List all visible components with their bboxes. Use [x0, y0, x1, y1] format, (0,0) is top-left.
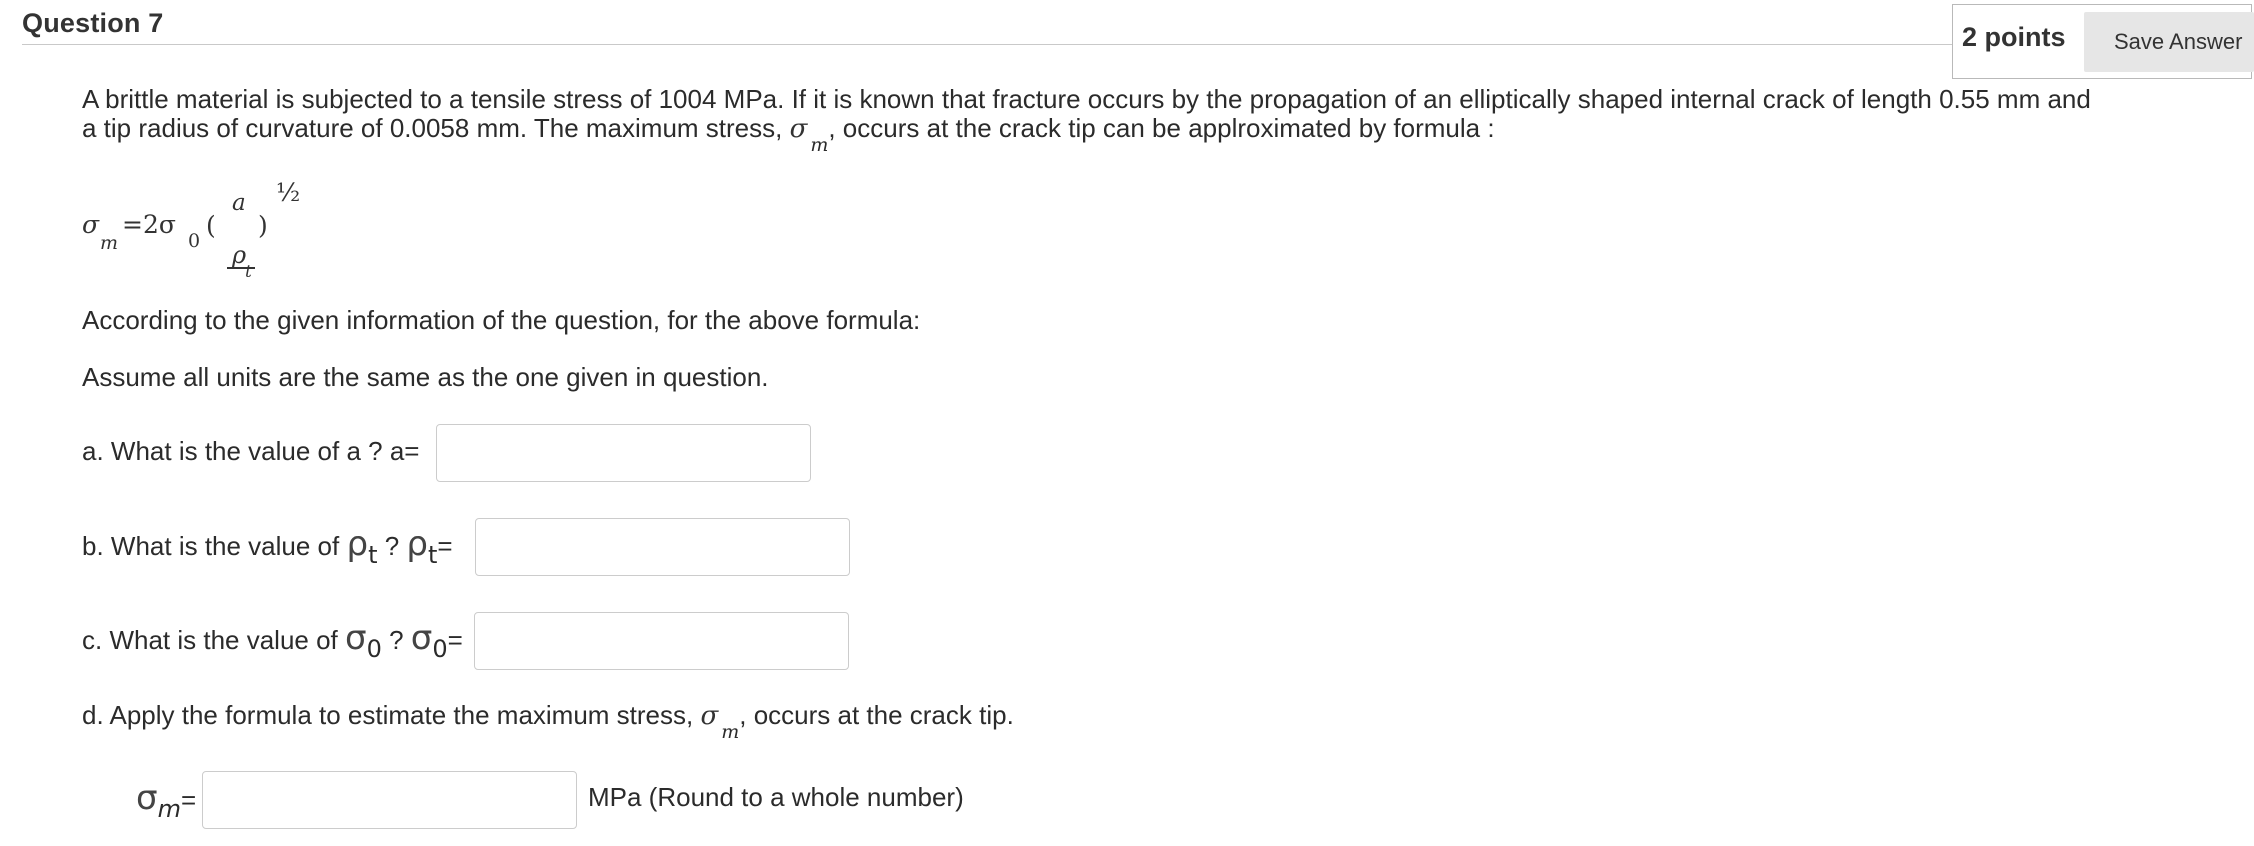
formula-open-paren: (: [206, 211, 216, 240]
rho-subscript-2: t: [428, 541, 438, 569]
formula-denominator: ρ: [232, 241, 247, 269]
unit-note: MPa (Round to a whole number): [588, 782, 964, 812]
part-c-text: c. What is the value of: [82, 625, 346, 655]
sigma0-value-input[interactable]: [474, 612, 849, 670]
formula-sigma-subscript: m: [100, 232, 119, 254]
question-line-2: [82, 113, 1495, 156]
rho-symbol: ρ: [346, 524, 369, 564]
part-d-post: , occurs at the crack tip.: [739, 700, 1014, 730]
formula-close-paren: ): [258, 211, 268, 240]
formula-sigma: σ: [82, 210, 100, 239]
part-b-text: b. What is the value of: [82, 531, 347, 561]
question-line-1: A brittle material is subjected to a tensile stress of 1004 MPa. If it is known that fracture occurs by the propagation of an elliptically shaped internal crack of length 0.55 mm and: [82, 84, 2091, 114]
stress-formula: [82, 170, 342, 290]
sigma-m-answer-subscript: m: [157, 795, 181, 823]
sigma-m-subscript: m: [721, 721, 740, 743]
points-label: 2 points: [1962, 22, 2066, 52]
formula-numerator: a: [232, 190, 246, 216]
title-divider: [22, 44, 1952, 45]
sigma0-symbol-2: σ: [410, 618, 433, 658]
formula-denominator-subscript: t: [245, 262, 252, 282]
save-answer-button[interactable]: Save Answer: [2084, 12, 2254, 72]
part-c-label: [82, 618, 463, 663]
sigma-m-answer-symbol: σ: [136, 778, 158, 818]
sigma-subscript: m: [810, 134, 829, 156]
part-d-label: [82, 700, 1014, 743]
sigma0-symbol: σ: [345, 618, 367, 658]
sigma-m-answer-equals: =: [180, 785, 197, 815]
part-b-question-mark: ?: [377, 531, 407, 561]
sigma0-subscript: 0: [366, 635, 382, 663]
part-a-label: a. What is the value of a ? a=: [82, 436, 420, 466]
formula-zero-subscript: 0: [188, 230, 201, 252]
formula-exponent: ½: [276, 178, 301, 207]
question-title: Question 7: [22, 8, 164, 38]
part-d-pre: d. Apply the formula to estimate the maximum stress,: [82, 700, 701, 730]
given-info-text: According to the given information of the question, for the above formula:: [82, 305, 921, 335]
a-value-input[interactable]: [436, 424, 811, 482]
sigma-m-value-input[interactable]: [202, 771, 577, 829]
assume-units-text: Assume all units are the same as the one given in question.: [82, 362, 769, 392]
question-line-2-post: , occurs at the crack tip can be applroximated by formula :: [828, 113, 1495, 143]
question-line-2-pre: a tip radius of curvature of 0.0058 mm. The maximum stress,: [82, 113, 790, 143]
rho-subscript: t: [368, 541, 378, 569]
formula-equals-two-sigma: =2σ: [122, 210, 176, 239]
sigma-symbol: σ: [789, 114, 808, 144]
part-b-label: [82, 524, 453, 569]
sigma0-subscript-2: 0: [432, 635, 448, 663]
sigma-m-answer-label: [136, 778, 197, 823]
rho-value-input[interactable]: [475, 518, 850, 576]
part-b-equals: =: [437, 531, 453, 561]
sigma-m-symbol: σ: [700, 701, 719, 731]
rho-symbol-2: ρ: [406, 524, 428, 564]
part-c-question-mark: ?: [381, 625, 411, 655]
part-c-equals: =: [447, 625, 463, 655]
